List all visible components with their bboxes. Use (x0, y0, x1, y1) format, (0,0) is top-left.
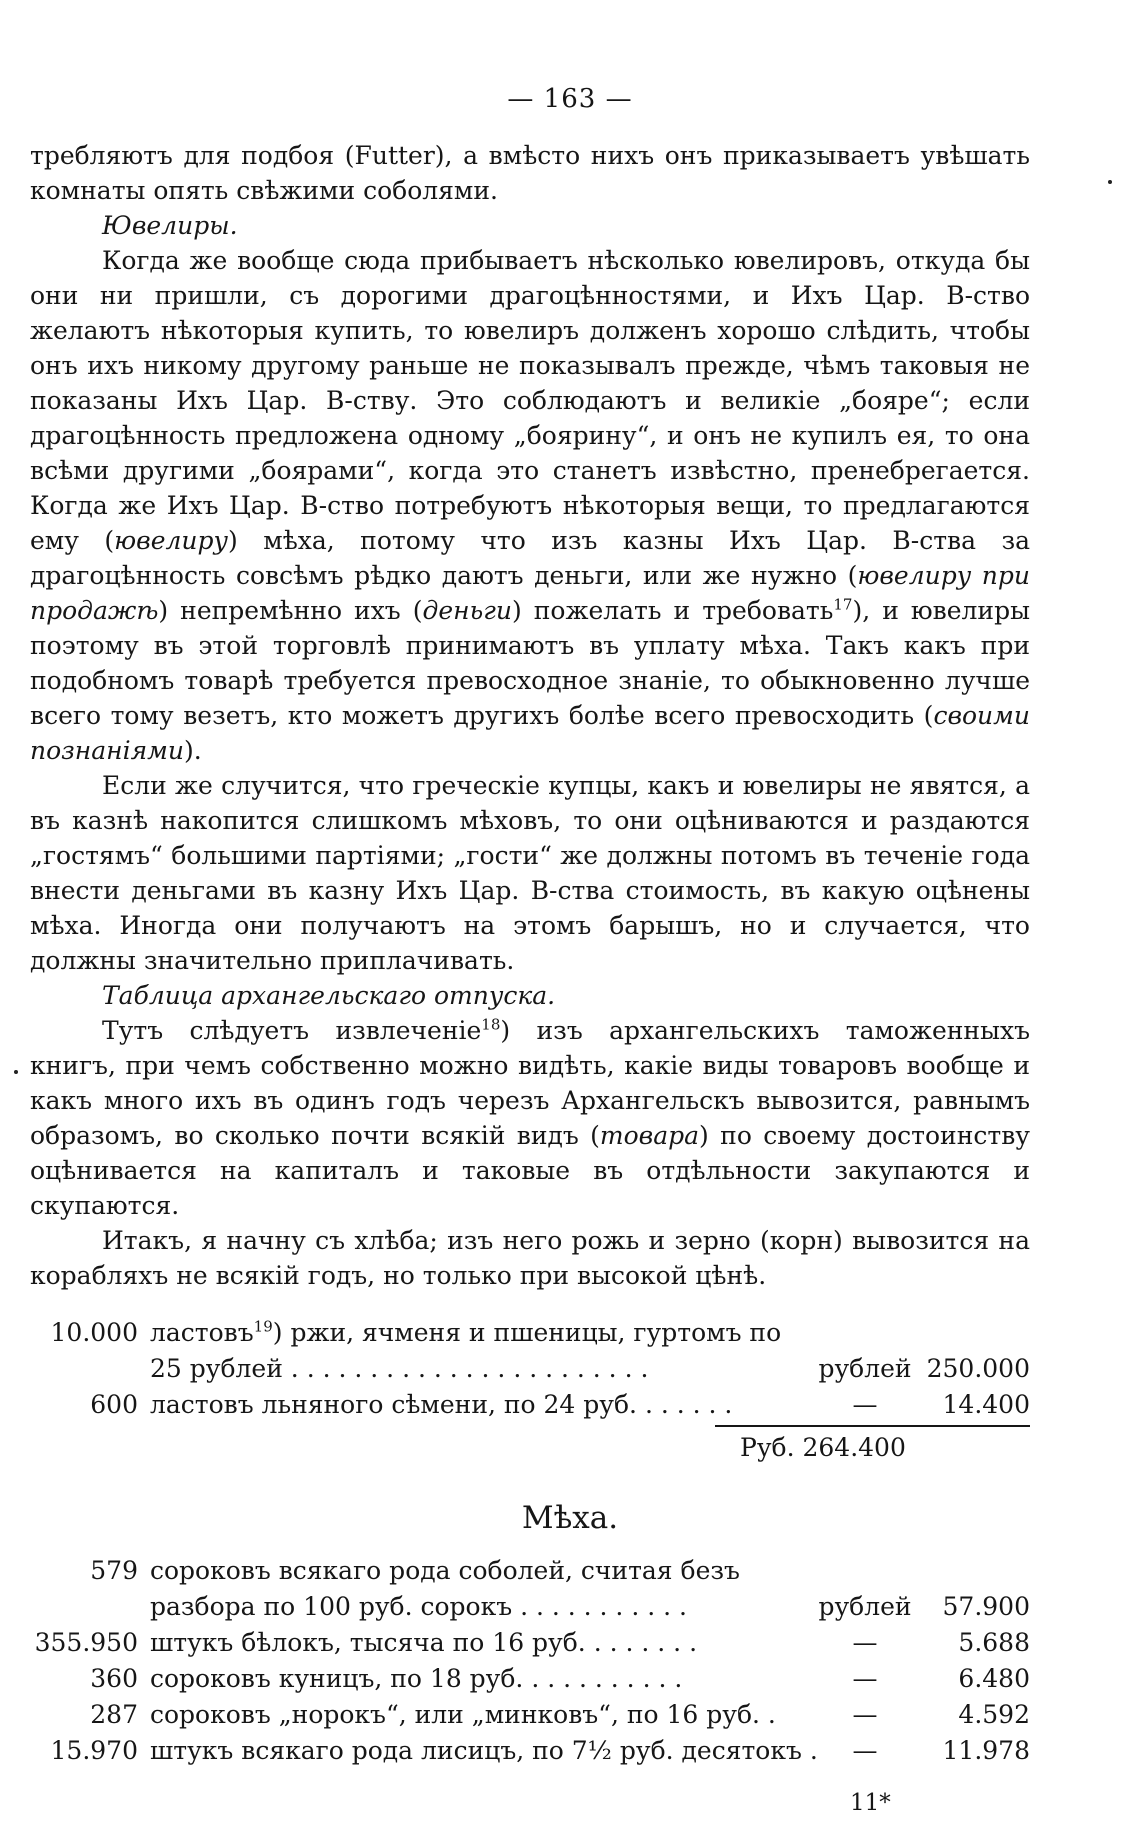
section-title-furs: Мѣха. (521, 1500, 619, 1536)
total-rule (715, 1425, 1030, 1427)
paragraph-jewelers: Когда же вообще сюда прибываетъ нѣсколько ювелировъ, откуда бы они ни пришли, съ дорогими драгоцѣнностями, и Ихъ Цар. В-ство желаютъ нѣкоторыя купить, то ювелиръ долженъ хорошо слѣдить, чтобы онъ ихъ никому другому раньше не показывалъ прежде, чѣмъ таковыя не показаны Ихъ Цар. В-ству. Это соблюдаютъ и великіе „бояре“; если драгоцѣнность предложена одному „боярину“, и онъ не купилъ ея, то она всѣми другими „боярами“, когда это станетъ извѣстно, пренебрегается. Когда же Ихъ Цар. В-ство потребуютъ нѣкоторыя вещи, то предлагаются ему (ювелиру) мѣха, потому что изъ казны Ихъ Цар. В-ства за драгоцѣнность совсѣмъ рѣдко даютъ деньги, или же нужно (ювелиру при продажѣ) непремѣнно ихъ (деньги) пожелать и требовать$^{17}$), и ювелиры поэтому въ этой торговлѣ принимаютъ въ уплату мѣха. Такъ какъ при подобномъ товарѣ требуется превосходное знаніе, то обыкновенно лучше всего тому везетъ, кто можетъ другихъ болѣе всего превосходить (своими познаніями). (30, 246, 1030, 765)
table-row: 579 сороковъ всякаго рода соболей, считая безъ (90, 1556, 740, 1585)
margin-mark (1108, 180, 1112, 184)
footnote-ref: 18 (481, 1015, 501, 1034)
paragraph-greek-merchants: Если же случится, что греческіе купцы, какъ и ювелиры не явятся, а въ казнѣ накопится слишкомъ мѣховъ, то они оцѣниваются и раздаются „гостямъ“ большими партіями; „гости“ же должны потомъ въ теченіе года внести деньгами въ казну Ихъ Цар. В-ства стоимость, въ какую оцѣнены мѣха. Иногда они получаютъ на этомъ барышъ, но и случается, что должны значительно приплачивать. (30, 771, 1030, 975)
table-row: 15.970 штукъ всякаго рода лисицъ, по 7½ руб. десятокъ . — 11.978 (50, 1736, 1030, 1765)
heading-archangel-table: Таблица архангельскаго отпуска. (102, 981, 556, 1010)
table-row: 355.950 штукъ бѣлокъ, тысяча по 16 руб. . . . . . . . — 5.688 (34, 1628, 1030, 1657)
grain-total: Руб. 264.400 (740, 1433, 906, 1462)
printer-signature: 11* (850, 1790, 891, 1816)
body-text (30, 138, 1030, 1293)
table-row: 600 ластовъ льняного сѣмени, по 24 руб. . . . . . . — 14.400 (90, 1390, 1030, 1419)
paragraph-extract: Тутъ слѣдуетъ извлеченіе$^{18}$) изъ архангельскихъ таможенныхъ книгъ, при чемъ собственно можно видѣть, какіе виды товаровъ вообще и какъ много ихъ въ одинъ годъ черезъ Архангельскъ вывозится, равнымъ образомъ, во сколько почти всякій видъ (товара) по своему достоинству оцѣнивается на капиталъ и таковые въ отдѣльности закупаются и скупаются. (30, 1015, 1031, 1220)
table-row: 287 сороковъ „норокъ“, или „минковъ“, по 16 руб. . — 4.592 (90, 1700, 1030, 1729)
paragraph-continuation: требляютъ для подбоя (Futter), а вмѣсто нихъ онъ приказываетъ увѣшать комнаты опять свѣжими соболями. (30, 141, 1030, 205)
table-row: разбора по 100 руб. сорокъ . . . . . . . . . . . рублей 57.900 (150, 1592, 1030, 1621)
table-row: 360 сороковъ куницъ, по 18 руб. . . . . . . . . . . — 6.480 (90, 1664, 1030, 1693)
table-row: 10.000 ластовъ$^{19}$) ржи, ячменя и пшеницы, гуртомъ по (50, 1318, 782, 1347)
footnote-ref: 17 (833, 595, 853, 614)
table-row: 25 рублей . . . . . . . . . . . . . . . . . . . . . . . рублей 250.000 (150, 1354, 1030, 1383)
paragraph-grain: Итакъ, я начну съ хлѣба; изъ него рожь и зерно (корн) вывозится на корабляхъ не всякій годъ, но только при высокой цѣнѣ. (30, 1226, 1030, 1290)
page-number: — 163 — (507, 84, 633, 114)
heading-jewelers: Ювелиры. (102, 211, 238, 240)
margin-mark (14, 1070, 18, 1074)
